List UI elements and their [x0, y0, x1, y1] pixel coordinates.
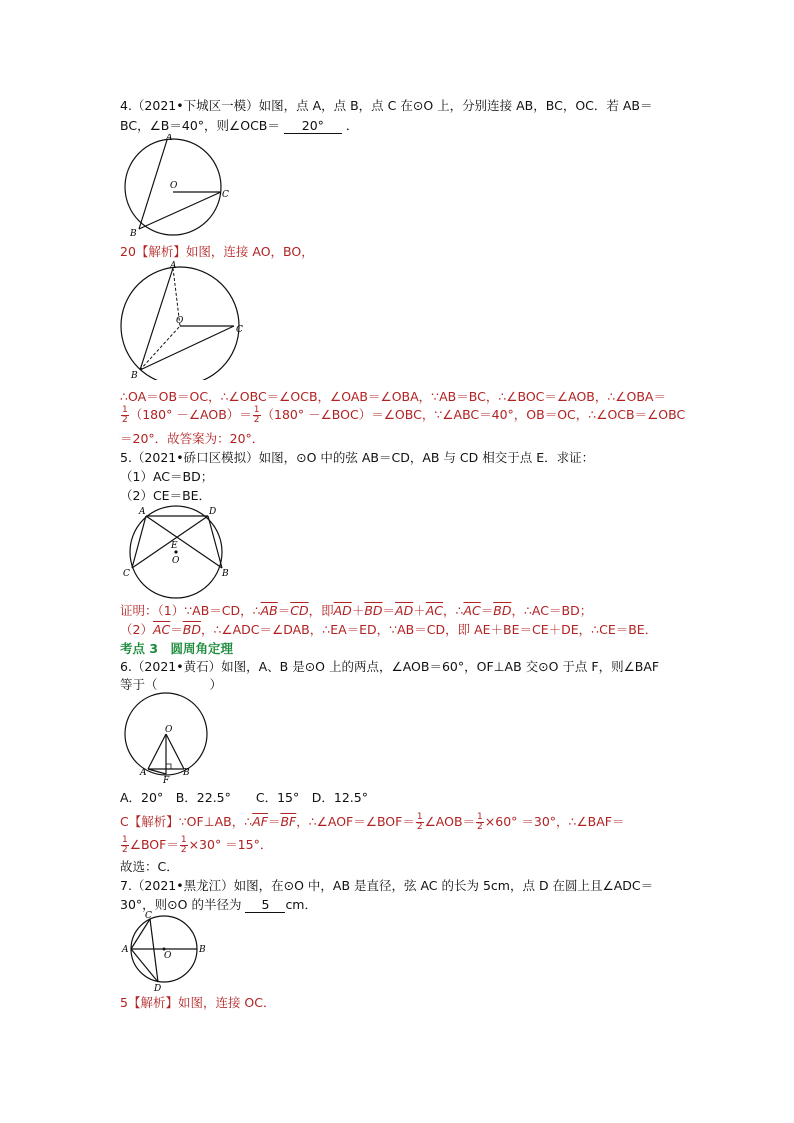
- q4s-label-o: O: [176, 316, 184, 326]
- arc-cd: $\overline{CD}$: [290, 603, 309, 618]
- q4s-label-a: A: [170, 261, 177, 271]
- q5-label-c: C: [123, 569, 130, 579]
- fraction: $\frac{1}{2}$: [180, 835, 187, 855]
- fraction: $\frac{1}{2}$: [416, 812, 423, 832]
- q6-options: A．20° B．22.5° C．15° D．12.5°: [120, 790, 368, 805]
- q5-label-b: B: [222, 569, 229, 579]
- q4-solution-figure: [118, 260, 248, 380]
- q7-answer: 5: [245, 898, 285, 913]
- q4s-label-c: C: [236, 325, 243, 335]
- q6-label-a: A: [140, 768, 147, 778]
- q6-selection: 故选：C．: [120, 859, 179, 874]
- q5-proof-line2: $(2)\overline{AC}=\overline{BD}$，∴∠ADC＝∠DAB，∴EA＝ED，∵AB＝CD，即 AE＋BE＝CE＋DE，∴CE＝BE．: [120, 622, 658, 637]
- q6-sol-line2: $\frac{1}{2}$ ∠BOF＝ $\frac{1}{2}$ ×30° ＝15°．: [122, 835, 273, 855]
- q6-sol-line1: C【解析】∵OF⊥AB，$\therefore\overline{AF}=\overline{BF}$，∴∠AOF＝∠BOF＝ $\frac{1}{2}$ ∠AOB＝ $\frac{1}{2}$ ×60° ＝30°，∴∠BAF＝: [120, 812, 625, 832]
- q4-solution-head: 20【解析】如图，连接 AO，BO，: [120, 244, 314, 259]
- q7-line2: 30°，则⊙O 的半径为 5 cm．: [120, 897, 317, 912]
- q7-label-o: O: [164, 951, 172, 961]
- q4-label-o: O: [170, 181, 178, 191]
- q4-line2-text: BC，∠B＝40°，则∠OCB＝: [120, 118, 280, 133]
- arc-ac: $\overline{AC}$: [152, 622, 171, 637]
- section-heading: 考点 3 圆周角定理: [120, 641, 234, 656]
- arc-af: $\overline{AF}$: [252, 814, 268, 829]
- fraction: $\frac{1}{2}$: [122, 405, 128, 425]
- q7-figure: [118, 910, 214, 992]
- q5-label-a: A: [139, 507, 146, 517]
- arc-bd: $\overline{BD}$: [182, 622, 201, 637]
- q7-label-c: C: [145, 911, 152, 921]
- q7-label-d: D: [154, 984, 162, 992]
- q7-label-a: A: [122, 945, 129, 955]
- arc-ad: $\overline{AD}$: [333, 603, 352, 618]
- q4-figure: [118, 134, 238, 240]
- q6-figure: [118, 692, 218, 784]
- q4-line1: 4.（2021•下城区一模）如图，点 A，点 B，点 C 在⊙O 上，分别连接 AB，BC，OC．若 AB＝: [120, 98, 653, 113]
- fraction: $\frac{1}{2}$: [122, 835, 128, 855]
- q6-line1: 6.（2021•黄石）如图，A、B 是⊙O 上的两点，∠AOB＝60°，OF⊥AB 交⊙O 于点 F，则∠BAF: [120, 659, 660, 674]
- q5-proof-line1: 证明：（1）∵AB＝CD，$\therefore\overline{AB}=\overline{CD}$，即$\overline{AD}+\overline{BD}=\overline{AD}+\overline{AC}$，$\therefore\overline{AC}=\overline{BD}$，∴AC＝BD；: [120, 603, 593, 618]
- q5-figure: [118, 502, 238, 604]
- q5-label-e: E: [171, 541, 178, 551]
- q4-line2-end: ．: [345, 118, 359, 133]
- arc-ab: $\overline{AB}$: [260, 603, 278, 618]
- q5-label-o: O: [172, 556, 180, 566]
- q6-label-o: O: [165, 725, 173, 735]
- q4-sol-line1: ∴OA＝OB＝OC，∴∠OBC＝∠OCB，∠OAB＝∠OBA，∵AB＝BC，∴∠BOC＝∠AOB，∴∠OBA＝: [120, 389, 666, 404]
- q6-line2: 等于（ ）: [120, 677, 223, 692]
- q7-solution-head: 5【解析】如图，连接 OC．: [120, 995, 276, 1010]
- arc-bf: $\overline{BF}$: [280, 814, 297, 829]
- q6-label-f: F: [163, 776, 170, 784]
- q4-sol-line3: ＝20°．故答案为：20°．: [120, 431, 265, 446]
- q4-sol-line2: $\frac{1}{2}$ （180° －∠AOB）＝ $\frac{1}{2}$ （180° －∠BOC）＝∠OBC，∵∠ABC＝40°，OB＝OC，∴∠OCB＝∠OBC: [122, 405, 686, 425]
- q4-answer: 20°: [284, 119, 342, 134]
- q4-label-c: C: [222, 190, 229, 200]
- fraction: $\frac{1}{2}$: [253, 405, 260, 425]
- q5-line1: 5.（2021•硚口区模拟）如图，⊙O 中的弦 AB＝CD，AB 与 CD 相交于点 E．求证：: [120, 450, 595, 465]
- q5-line2: （1）AC＝BD；: [120, 469, 214, 484]
- q6-label-b: B: [183, 768, 190, 778]
- q7-label-b: B: [199, 945, 206, 955]
- q4-label-b: B: [130, 229, 137, 239]
- q5-line3: （2）CE＝BE．: [120, 488, 212, 503]
- arc-bd: $\overline{BD}$: [493, 603, 512, 618]
- arc-bd: $\overline{BD}$: [364, 603, 383, 618]
- fraction: $\frac{1}{2}$: [477, 812, 483, 832]
- q7-line1: 7.（2021•黑龙江）如图，在⊙O 中，AB 是直径，弦 AC 的长为 5cm，点 D 在圆上且∠ADC＝: [120, 878, 654, 893]
- q4s-label-b: B: [131, 371, 138, 380]
- q4-label-a: A: [166, 134, 173, 143]
- arc-ad: $\overline{AD}$: [395, 603, 414, 618]
- arc-ac: $\overline{AC}$: [463, 603, 481, 618]
- arc-ac: $\overline{AC}$: [425, 603, 444, 618]
- q4-line2: [120, 118, 358, 134]
- q5-label-d: D: [209, 507, 217, 517]
